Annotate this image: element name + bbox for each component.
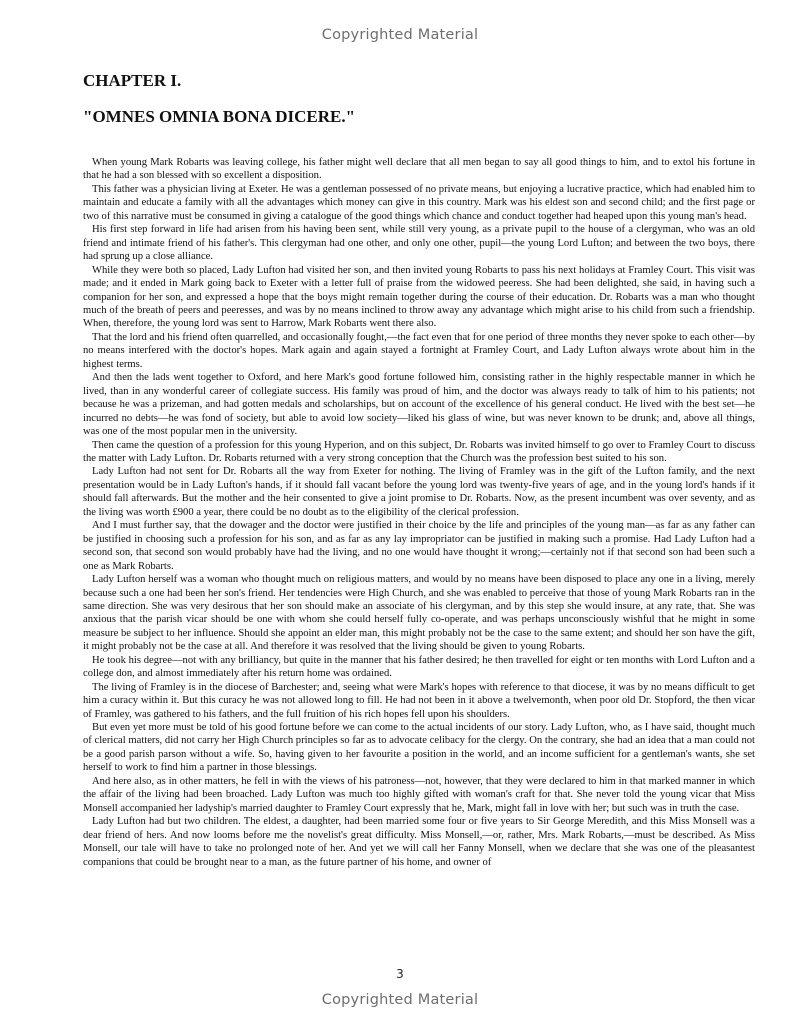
chapter-subtitle: "OMNES OMNIA BONA DICERE." xyxy=(83,107,356,126)
paragraph: His first step forward in life had arisen from his having been sent, while still very young, as a private pupil to the house of a clergyman, who was an old friend and intimate friend of his father's. This clergyman had one other, and only one other, pupil—the young Lord Lufton; and between the two boys, there had sprung up a close alliance. xyxy=(83,224,755,263)
paragraph: This father was a physician living at Exeter. He was a gentleman possessed of no private means, but enjoying a lucrative practice, which had enabled him to maintain and educate a family with all the advantages which money can give in this country. Mark was his eldest son and second child; and the first page or two of this narrative must be consumed in giving a catalogue of the good things which chance and conduct together had heaped upon this young man's head. xyxy=(83,183,755,222)
page-number: 3 xyxy=(396,967,404,981)
paragraph: Lady Lufton had but two children. The eldest, a daughter, had been married some four or five years to Sir George Meredith, and this Miss Monsell was a dear friend of hers. And now looms before me the novelist's great difficulty. Miss Monsell,—or, rather, Mrs. Mark Robarts,—must be described. As Miss Monsell, our tale will have to take no prolonged note of her. And yet we will call her Fanny Monsell, when we declare that she was one of the pleasantest companions that could be brought near to a man, as the future partner of his home, and owner of xyxy=(83,816,755,868)
paragraph: Lady Lufton had not sent for Dr. Robarts all the way from Exeter for nothing. The living of Framley was in the gift of the Lufton family, and the next presentation would be in Lady Lufton's hands, if it should fall vacant before the young lord was twenty-five years of age, and in the young lord's hands if it should fall afterwards. But the mother and the heir consented to give a joint promise to Dr. Robarts. Now, as the present incumbent was over seventy, and as the living was worth £900 a year, there could be no doubt as to the eligibility of the clerical profession. xyxy=(83,466,755,518)
chapter-title: CHAPTER I. xyxy=(83,71,182,90)
paragraph: The living of Framley is in the diocese of Barchester; and, seeing what were Mark's hopes with reference to that diocese, it was by no means difficult to get him a curacy within it. But this curacy he was not allowed long to fill. He had not been in it above a twelvemonth, when poor old Dr. Stopford, the then vicar of Framley, was gathered to his fathers, and the full fruition of his rich hopes fell upon his shoulders. xyxy=(83,681,755,720)
copyright-watermark-top: Copyrighted Material xyxy=(321,27,479,43)
paragraph: That the lord and his friend often quarrelled, and occasionally fought,—the fact even that for one period of three months they never spoke to each other—by no means interfered with the doctor's hopes. Mark again and again stayed a fortnight at Framley Court, and Lady Lufton always wrote about him in the highest terms. xyxy=(83,331,755,370)
paragraph: He took his degree—not with any brilliancy, but quite in the manner that his father desired; he then travelled for eight or ten months with Lord Lufton and a college don, and almost immediately after his return home was ordained. xyxy=(83,654,755,680)
paragraph: Lady Lufton herself was a woman who thought much on religious matters, and would by no means have been disposed to place any one in a living, merely because such a one had been her son's friend. Her tendencies were High Church, and she was enabled to perceive that those of young Mark Robarts ran in the same direction. She was very desirous that her son should make an associate of his clergyman, and by this step she would insure, at any rate, that. She was anxious that the parish vicar should be one with whom she could herself fully co-operate, and was perhaps unconsciously wishful that he might in some measure be subject to her influence. Should she appoint an elder man, this might probably not be the case to the same extent; and should her son have the gift, it might probably not be the case at all. And therefore it was resolved that the living should be given to young Robarts. xyxy=(83,574,755,653)
chapter-body xyxy=(83,156,755,869)
paragraph: And I must further say, that the dowager and the doctor were justified in their choice by the life and principles of the young man—as far as any father can be justified in choosing such a profession for his son, and as far as any lay impropriator can be justified in making such a promise. Had Lady Lufton had a second son, that second son would probably have had the living, and no one would have thought it wrong;—certainly not if that second son had been such a one as Mark Robarts. xyxy=(83,520,755,572)
paragraph: But even yet more must be told of his good fortune before we can come to the actual incidents of our story. Lady Lufton, who, as I have said, thought much of clerical matters, did not carry her High Church principles so far as to advocate celibacy for the clergy. On the contrary, she had an idea that a man could not be a good parish parson without a wife. So, having given to her favourite a position in the world, and an income sufficient for a gentleman's wants, she set herself to work to find him a partner in those blessings. xyxy=(83,722,755,774)
paragraph: And here also, as in other matters, he fell in with the views of his patroness—not, however, that they were declared to him in that marked manner in which the affair of the living had been broached. Lady Lufton was much too highly gifted with woman's craft for that. She never told the young vicar that Miss Monsell accompanied her ladyship's married daughter to Framley Court expressly that he, Mark, might fall in love with her; but such was in truth the case. xyxy=(83,775,755,814)
paragraph: And then the lads went together to Oxford, and here Mark's good fortune followed him, consisting rather in the highly respectable manner in which he lived, than in any wonderful career of collegiate success. His family was proud of him, and the doctor was always ready to talk of him to his patients; not because he was a prizeman, and had gotten medals and scholarships, but on account of the excellence of his general conduct. He lived with the best set—he incurred no debts—he was fond of society, but able to avoid low society—liked his glass of wine, but was never known to be drunk; and, above all things, was one of the most popular men in the university. xyxy=(83,372,755,438)
paragraph: Then came the question of a profession for this young Hyperion, and on this subject, Dr. Robarts was invited himself to go over to Framley Court to discuss the matter with Lady Lufton. Dr. Robarts returned with a very strong conception that the Church was the profession best suited to his son. xyxy=(83,439,755,464)
paragraph: While they were both so placed, Lady Lufton had visited her son, and then invited young Robarts to pass his next holidays at Framley Court. This visit was made; and it ended in Mark going back to Exeter with a letter full of praise from the widowed peeress. She had been delighted, she said, in having such a companion for her son, and expressed a hope that the boys might remain together during the course of their education. Dr. Robarts was a man who thought much of the breath of peers and peeresses, and was by no means inclined to throw away any advantage which might arise to his child from such a friendship. When, therefore, the young lord was sent to Harrow, Mark Robarts went there also. xyxy=(83,264,755,330)
copyright-watermark-bottom: Copyrighted Material xyxy=(321,992,479,1008)
paragraph: When young Mark Robarts was leaving college, his father might well declare that all men began to say all good things to him, and to extol his fortune in that he had a son blessed with so excellent a disposition. xyxy=(83,157,755,182)
